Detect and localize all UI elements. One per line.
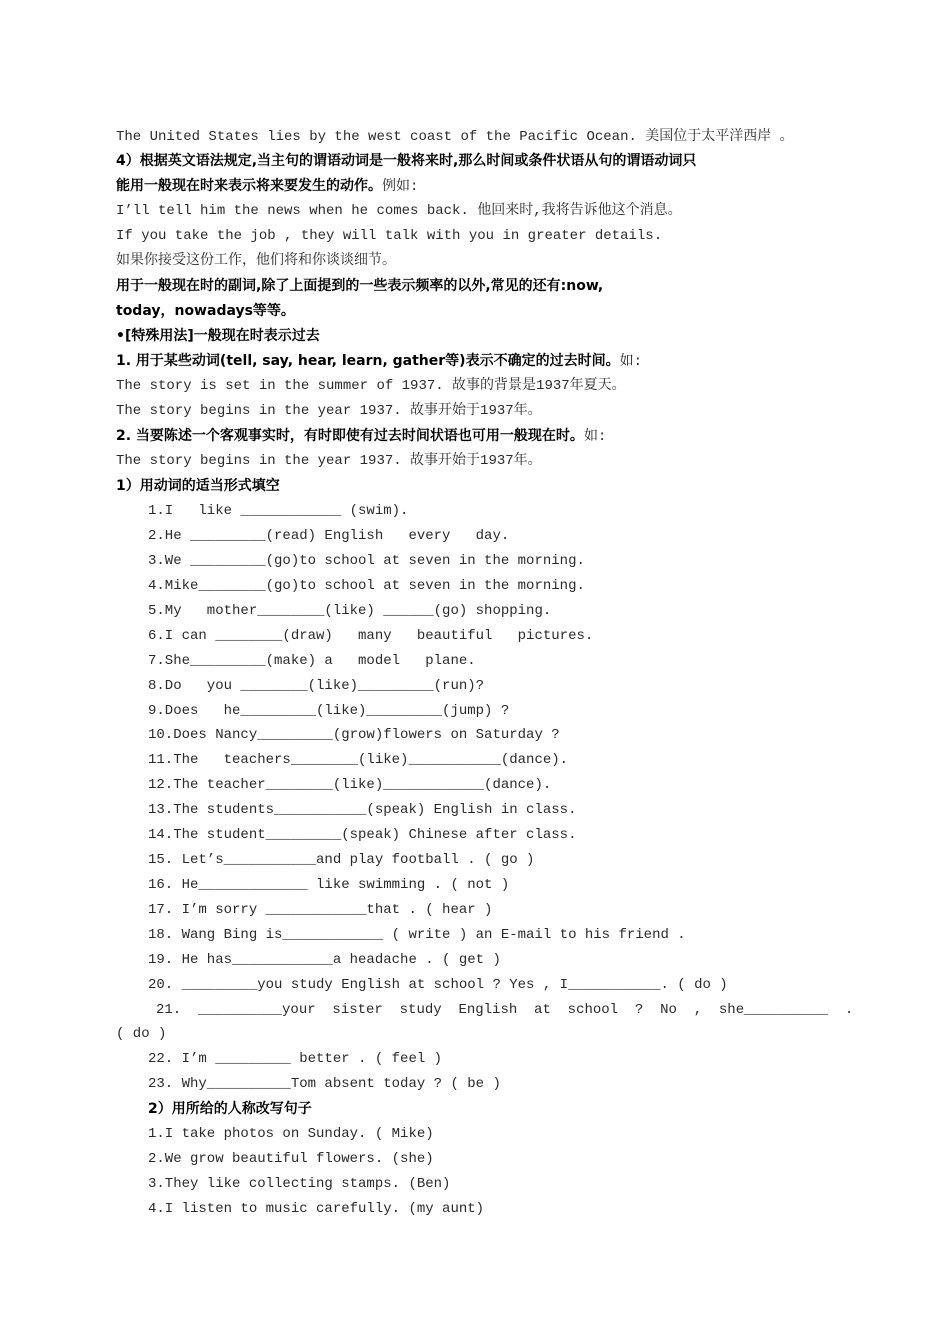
exercise-item: 18. Wang Bing is____________ ( write ) an E-mail to his friend . bbox=[148, 927, 686, 943]
example-story-begins-1: The story begins in the year 1937. 故事开始于1937年。 bbox=[116, 403, 542, 419]
rule-4-line-2 bbox=[116, 177, 418, 196]
exercise-item: 2.He _________(read) English every day. bbox=[148, 528, 510, 544]
rewrite-item: 4.I listen to music carefully. (my aunt) bbox=[148, 1201, 485, 1217]
exercise-item: 6.I can ________(draw) many beautiful pictures. bbox=[148, 628, 594, 644]
adverbs-line-2: today，nowadays等等。 bbox=[116, 303, 295, 319]
exercise-item: 23. Why__________Tom absent today ? ( be ) bbox=[148, 1076, 501, 1092]
exercise-item: 15. Let’s___________and play football . ( go ) bbox=[148, 852, 535, 868]
rewrite-item: 3.They like collecting stamps. (Ben) bbox=[148, 1176, 451, 1192]
special-usage-1-label: 如: bbox=[619, 354, 642, 370]
rule-4-line-2-bold: 能用一般现在时来表示将来要发生的动作。 bbox=[116, 178, 382, 194]
exercise-item: 5.My mother________(like) ______(go) shopping. bbox=[148, 603, 552, 619]
example-story-set: The story is set in the summer of 1937. 故事的背景是1937年夏天。 bbox=[116, 378, 626, 394]
exercise-item: 19. He has____________a headache . ( get ) bbox=[148, 952, 501, 968]
adverbs-line-1: 用于一般现在时的副词,除了上面提到的一些表示频率的以外,常见的还有:now, bbox=[116, 278, 604, 294]
rule-4-example-label: 例如: bbox=[382, 179, 419, 195]
exercise-item: 10.Does Nancy_________(grow)flowers on Saturday ? bbox=[148, 727, 560, 743]
exercise-item: 3.We _________(go)to school at seven in the morning. bbox=[148, 553, 585, 569]
example-sentence-job: If you take the job , they will talk with you in greater details. bbox=[116, 228, 663, 244]
exercise-item: 13.The students___________(speak) English in class. bbox=[148, 802, 577, 818]
exercise-item: 11.The teachers________(like)___________(dance). bbox=[148, 752, 569, 768]
exercise-item: 20. _________you study English at school ? Yes , I___________. ( do ) bbox=[148, 977, 728, 993]
special-usage-2-bold: 2. 当要陈述一个客观事实时，有时即使有过去时间状语也可用一般现在时。 bbox=[116, 428, 584, 444]
special-usage-1-bold: 1. 用于某些动词(tell, say, hear, learn, gather等)表示不确定的过去时间。 bbox=[116, 353, 620, 369]
special-usage-2 bbox=[116, 427, 606, 446]
special-usage-heading: •[特殊用法]一般现在时表示过去 bbox=[116, 328, 320, 344]
rewrite-item: 1.I take photos on Sunday. ( Mike) bbox=[148, 1126, 434, 1142]
exercise-item: 17. I’m sorry ____________that . ( hear ) bbox=[148, 902, 493, 918]
example-sentence-news: I’ll tell him the news when he comes back. 他回来时,我将告诉他这个消息。 bbox=[116, 203, 682, 219]
rule-4-line-1: 4）根据英文语法规定,当主句的谓语动词是一般将来时,那么时间或条件状语从句的谓语动词只 bbox=[116, 153, 697, 169]
special-usage-2-label: 如: bbox=[583, 429, 607, 445]
exercise-item: 1.I like ____________ (swim). bbox=[148, 503, 409, 519]
exercise-item: 8.Do you ________(like)_________(run)? bbox=[148, 678, 485, 694]
rewrite-item: 2.We grow beautiful flowers. (she) bbox=[148, 1151, 434, 1167]
exercise-item: 14.The student_________(speak) Chinese after class. bbox=[148, 827, 577, 843]
example-translation-job: 如果你接受这份工作，他们将和你谈谈细节。 bbox=[116, 253, 396, 269]
exercise-item: 16. He_____________ like swimming . ( not ) bbox=[148, 877, 510, 893]
exercise-item: 9.Does he_________(like)_________(jump) ? bbox=[148, 703, 510, 719]
exercise-2-title: 2）用所给的人称改写句子 bbox=[148, 1101, 312, 1117]
exercise-1-title: 1）用动词的适当形式填空 bbox=[116, 478, 280, 494]
exercise-item-continued: ( do ) bbox=[116, 1026, 167, 1042]
example-story-begins-2: The story begins in the year 1937. 故事开始于1937年。 bbox=[116, 453, 542, 469]
exercise-item: 4.Mike________(go)to school at seven in the morning. bbox=[148, 578, 585, 594]
exercise-item: 7.She_________(make) a model plane. bbox=[148, 653, 476, 669]
special-usage-1 bbox=[116, 352, 642, 371]
example-sentence-us: The United States lies by the west coast of the Pacific Ocean. 美国位于太平洋西岸 。 bbox=[116, 129, 794, 145]
exercise-item: 22. I’m _________ better . ( feel ) bbox=[148, 1051, 443, 1067]
exercise-item: 21. __________your sister study English at school ? No , she__________ . bbox=[156, 1002, 854, 1018]
exercise-item: 12.The teacher________(like)____________(dance). bbox=[148, 777, 552, 793]
